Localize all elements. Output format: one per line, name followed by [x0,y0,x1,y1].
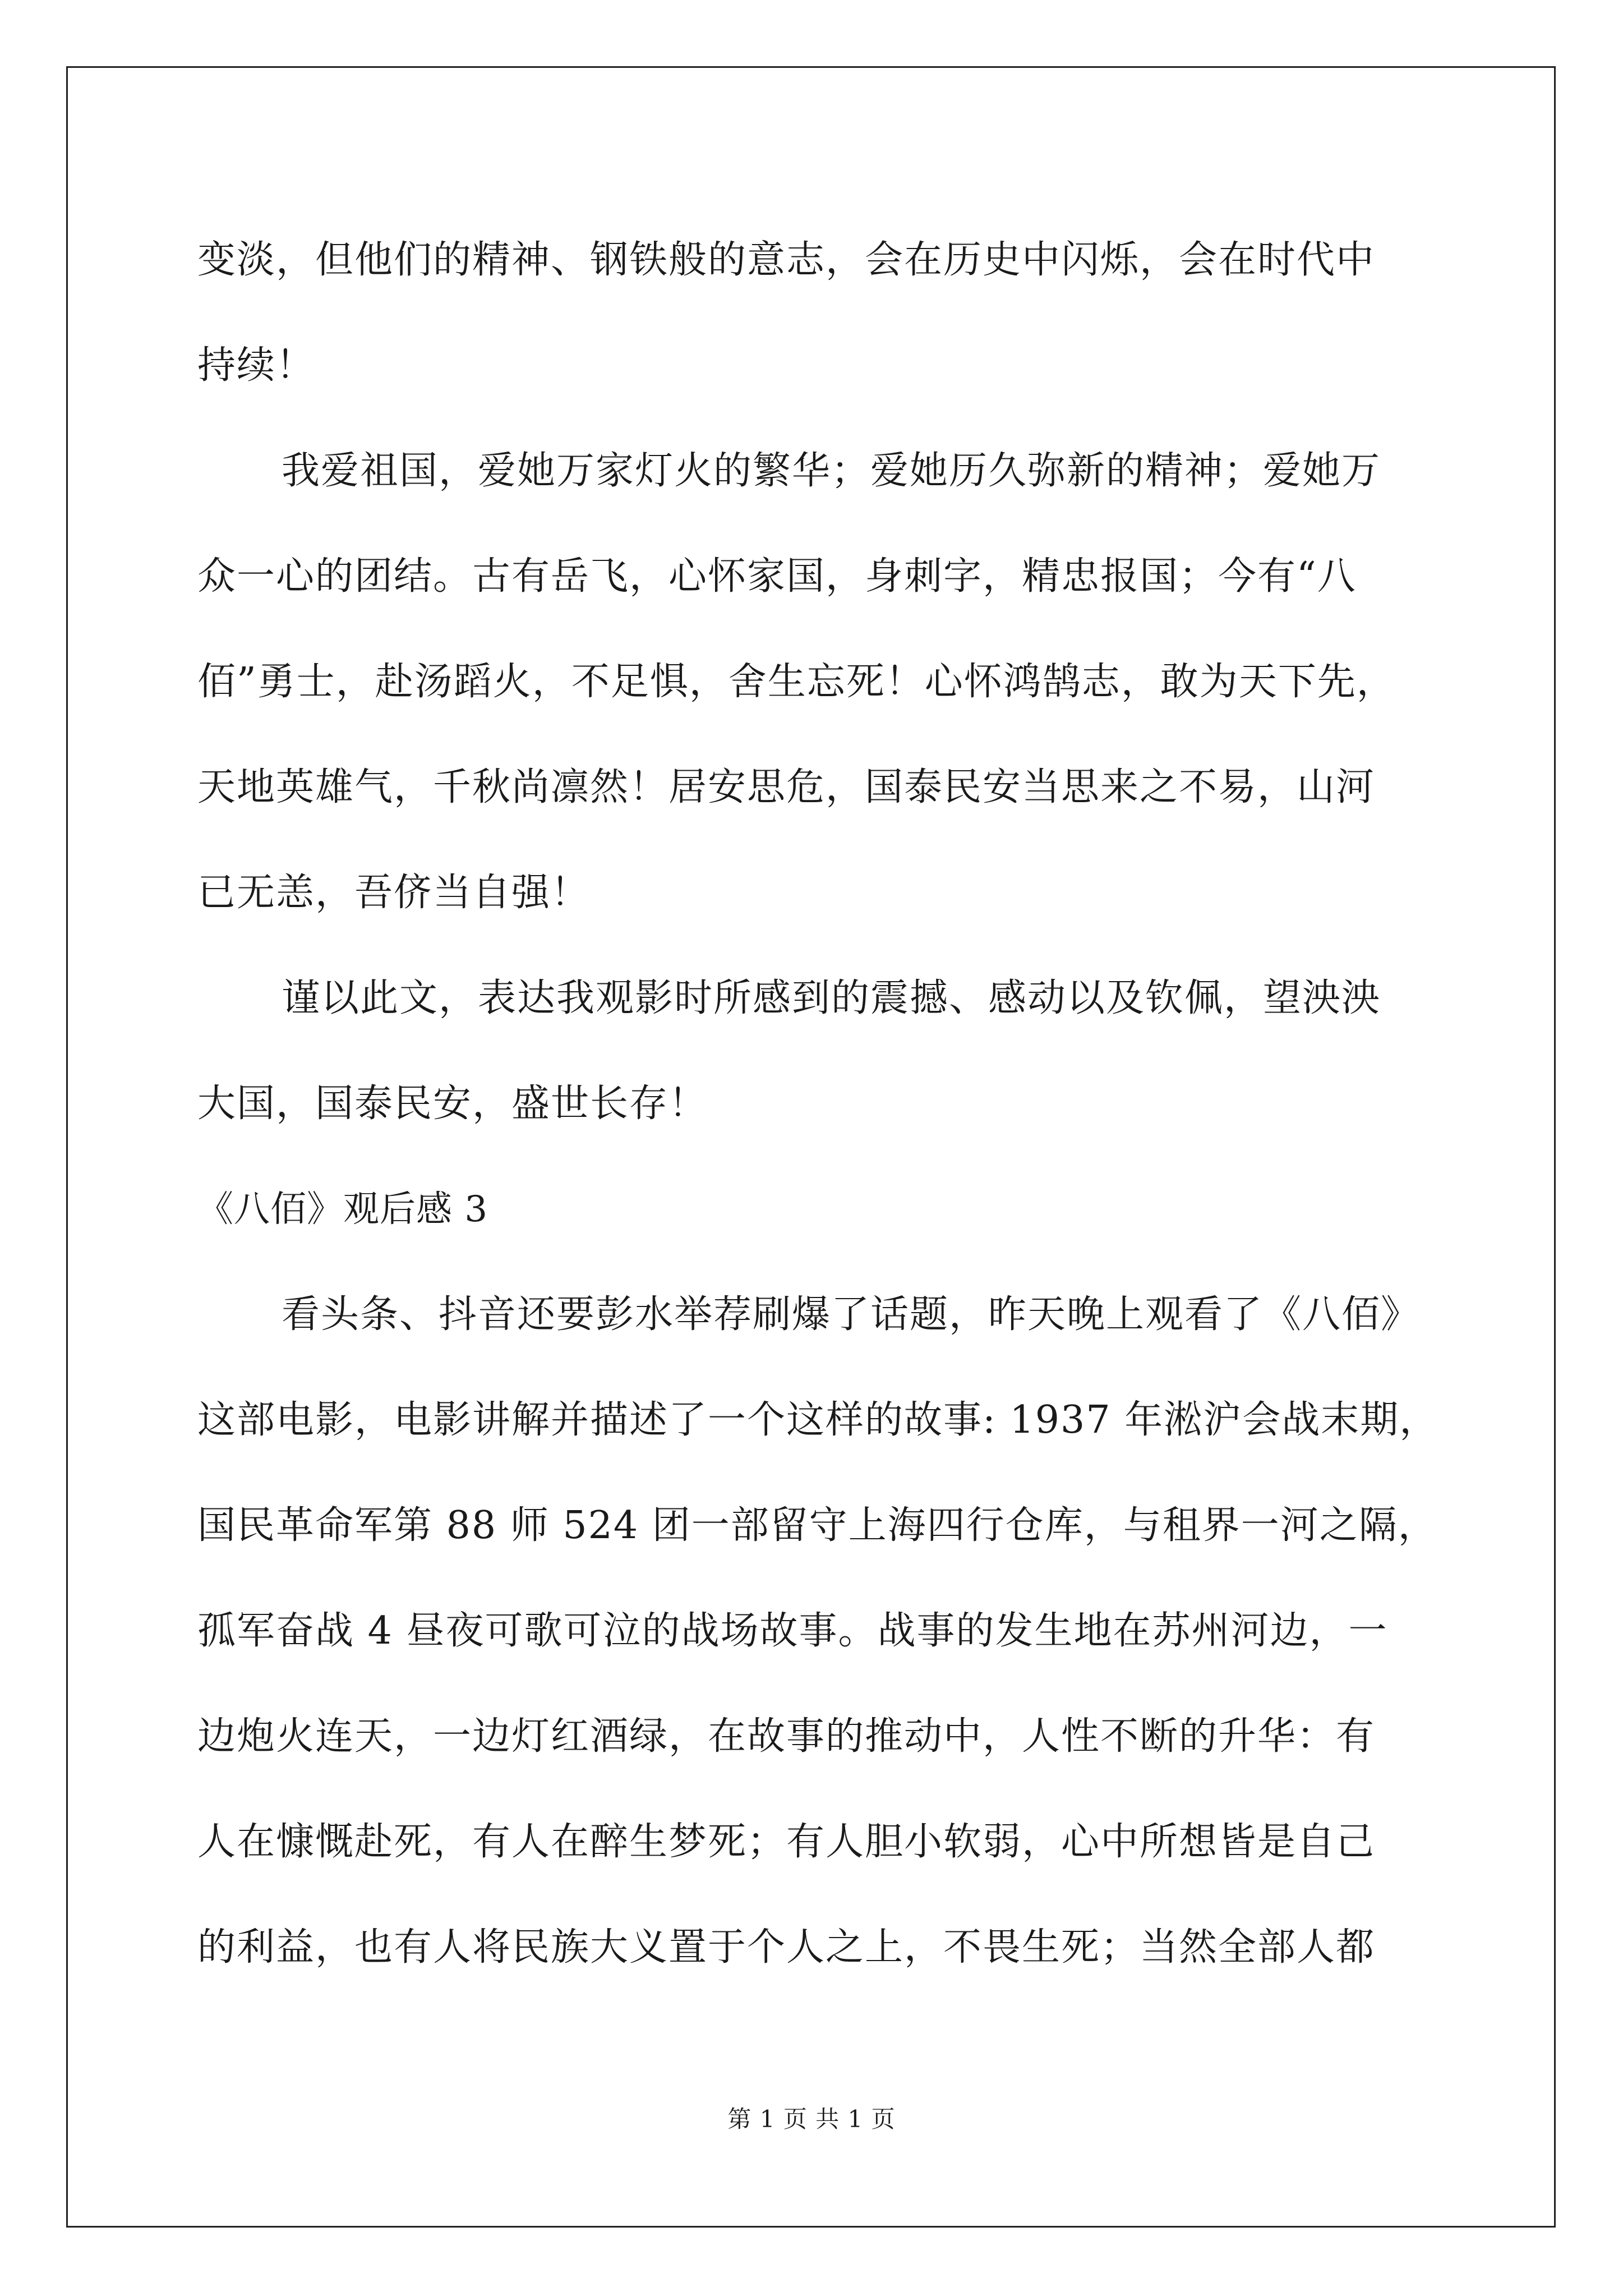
text-line: 持续！ [197,343,316,388]
document-body [197,208,1439,2000]
section-heading: 《八佰》观后感 3 [197,1189,488,1230]
text-line: 孤军奋战 4 昼夜可歌可泣的战场故事。战事的发生地在苏州河边，一 [197,1609,1388,1653]
text-line: 天地英雄气，千秋尚凛然！居安思危，国泰民安当思来之不易，山河 [197,765,1376,809]
text-line: 众一心的团结。古有岳飞，心怀家国，身刺字，精忠报国；今有“八 [197,554,1357,599]
text-line: 已无恙，吾侪当自强！ [197,871,591,915]
page-footer: 第 1 页 共 1 页 [727,2105,896,2133]
text-line: 的利益，也有人将民族大义置于个人之上，不畏生死；当然全部人都 [197,1925,1376,1970]
text-line: 国民革命军第 88 师 524 团一部留守上海四行仓库，与租界一河之隔， [197,1503,1437,1548]
text-line: 佰”勇士，赴汤蹈火，不足惧，舍生忘死！心怀鸿鹄志，敢为天下先， [197,660,1396,704]
text-line: 边炮火连天，一边灯红酒绿，在故事的推动中，人性不断的升华：有 [197,1714,1376,1759]
paragraph-start-line: 我爱祖国，爱她万家灯火的繁华；爱她历久弥新的精神；爱她万 [282,449,1381,493]
text-line: 变淡，但他们的精神、钢铁般的意志，会在历史中闪烁，会在时代中 [197,238,1376,282]
text-line: 人在慷慨赴死，有人在醉生梦死；有人胆小软弱，心中所想皆是自己 [197,1820,1376,1864]
paragraph-start-line: 看头条、抖音还要彭水举荐刷爆了话题，昨天晚上观看了《八佰》 [282,1292,1421,1337]
paragraph-start-line: 谨以此文，表达我观影时所感到的震撼、感动以及钦佩，望泱泱 [282,976,1381,1020]
text-line: 大国，国泰民安，盛世长存！ [197,1082,708,1126]
text-line: 这部电影，电影讲解并描述了一个这样的故事: 1937 年淞沪会战末期， [197,1398,1439,1442]
